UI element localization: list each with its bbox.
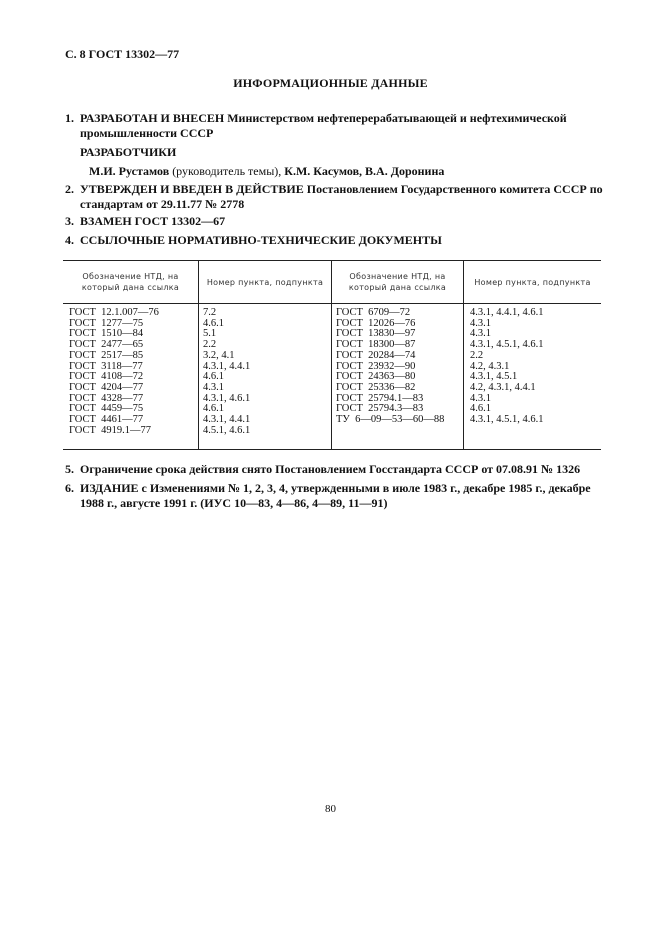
header-clause-1: Номер пункта, подпункта [206,277,324,287]
item-text: ССЫЛОЧНЫЕ НОРМАТИВНО-ТЕХНИЧЕСКИЕ ДОКУМЕНТЫ [80,233,442,247]
column-divider [198,261,199,449]
item-number: 5. [65,462,74,476]
column-divider [331,261,332,449]
column-clause-1: 7.2 4.6.1 5.1 2.2 3.2, 4.1 4.3.1, 4.4.1 4.6.1 4.3.1 4.3.1, 4.6.1 4.6.1 4.3.1, 4.4.1 4.5.1, 4.6.1 [203,307,251,436]
column-ntd-2: ГОСТ 6709—72 ГОСТ 12026—76 ГОСТ 13830—97 ГОСТ 18300—87 ГОСТ 20284—74 ГОСТ 23932—90 ГОСТ 24363—80 ГОСТ 25336—82 ГОСТ 25794.1—83 ГОСТ 25794.3—83 ТУ 6—09—53—60—88 [336,307,445,426]
page-number: 80 [325,803,336,815]
developers-heading: РАЗРАБОТЧИКИ [80,145,177,159]
item-text: Ограничение срока действия снято Постановлением Госстандарта СССР от 07.08.91 № 1326 [80,462,581,476]
item-number: 3. [65,214,74,228]
developer-role: (руководитель темы), [169,164,285,178]
item-text: ИЗДАНИЕ с Изменениями № 1, 2, 3, 4, утвержденными в июле 1983 г., декабре 1985 г., декабре 1988 г., августе 1991 г. (ИУС 10—83, 4—86, 4—89, 11—91) [80,481,591,510]
item-number: 1. [65,111,74,125]
item-edition [65,481,605,510]
item-number: 4. [65,233,74,247]
column-ntd-1: ГОСТ 12.1.007—76 ГОСТ 1277—75 ГОСТ 1510—84 ГОСТ 2477—65 ГОСТ 2517—85 ГОСТ 3118—77 ГОСТ 4108—72 ГОСТ 4204—77 ГОСТ 4328—77 ГОСТ 4459—75 ГОСТ 4461—77 ГОСТ 4919.1—77 [69,307,159,436]
item-term-limit [65,462,605,477]
section-title: ИНФОРМАЦИОННЫЕ ДАННЫЕ [233,76,428,90]
item-number: 6. [65,481,74,495]
developers-list [89,164,444,179]
item-number: 2. [65,182,74,196]
developer-names: К.М. Касумов, В.А. Доронина [284,164,445,178]
item-references [65,233,605,248]
developer-name: М.И. Рустамов [89,164,170,178]
item-text: УТВЕРЖДЕН И ВВЕДЕН В ДЕЙСТВИЕ Постановлением Государственного комитета СССР по стандартам от 29.11.77 № 2778 [80,182,603,211]
item-text: РАЗРАБОТАН И ВНЕСЕН Министерством нефтеперерабатывающей и нефтехимической промышленности СССР [80,111,567,140]
item-replaced [65,214,605,229]
header-clause-2: Номер пункта, подпункта [474,277,591,287]
header-ntd-2: Обозначение НТД, на который дана ссылка [348,272,447,292]
column-divider [463,261,464,449]
header-ntd-1: Обозначение НТД, на который дана ссылка [81,272,180,292]
reference-table [63,260,601,450]
item-text: ВЗАМЕН ГОСТ 13302—67 [80,214,226,228]
column-clause-2: 4.3.1, 4.4.1, 4.6.1 4.3.1 4.3.1 4.3.1, 4.5.1, 4.6.1 2.2 4.2, 4.3.1 4.3.1, 4.5.1 4.2, 4.3.1, 4.4.1 4.3.1 4.6.1 4.3.1, 4.5.1, 4.6.1 [470,307,544,426]
table-header [63,261,601,304]
page-header: С. 8 ГОСТ 13302—77 [65,47,180,61]
item-approved [65,182,605,211]
item-developed [65,111,605,140]
